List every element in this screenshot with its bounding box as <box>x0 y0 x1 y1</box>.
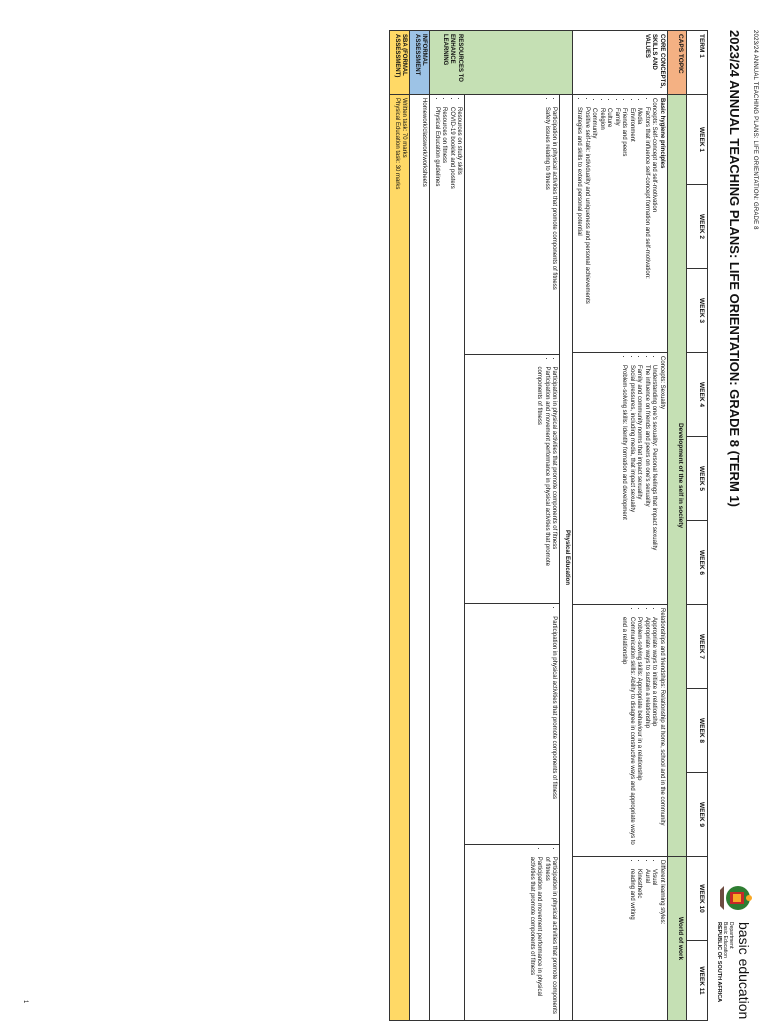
list-item: • Problem-solving skills: Identity formation and development <box>620 365 628 601</box>
running-header: 2023/24 ANNUAL TEACHING PLANS: LIFE ORIENTATION: GRADE 8 <box>752 30 758 230</box>
pe-list <box>550 607 558 841</box>
week-header: WEEK 1 <box>687 95 708 185</box>
list-item: • Media <box>635 108 643 349</box>
resources-row <box>430 31 465 1021</box>
core-weeks-7-9 <box>573 605 668 857</box>
core-line: Concepts: Sexuality <box>659 356 665 410</box>
resources-list <box>433 98 463 1017</box>
caps-topic-self-in-society: Development of the self in society <box>668 95 687 857</box>
list-item: • Social pressures, including media, that impact sexuality <box>628 365 636 601</box>
week-header: WEEK 7 <box>687 605 708 689</box>
week-header-row <box>687 31 708 1021</box>
list-item: • Visual <box>650 869 658 1017</box>
list-item: • Positive self-talk: individuality and uniqueness and personal achievements <box>583 107 591 349</box>
pe-list <box>528 848 558 1017</box>
physical-education-row <box>465 31 573 1021</box>
caps-topic-world-of-work: World of work <box>668 857 687 1021</box>
core-weeks-4-6 <box>573 353 668 605</box>
term-header: TERM 1 <box>687 31 708 95</box>
pe-weeks-10-11 <box>466 844 560 1020</box>
pe-subtable <box>466 95 560 1020</box>
core-list <box>628 860 658 1017</box>
list-item: • Participation and movement performance in physical activities that promote components of fitness <box>535 367 550 601</box>
influence-factors-list <box>590 98 643 349</box>
list-item: • Participation and movement performance in physical activities that promote components of fitness <box>528 857 543 1017</box>
sba-row <box>390 31 410 1021</box>
pe-weeks-7-9 <box>466 604 560 845</box>
list-item: • Culture <box>605 108 613 349</box>
core-list <box>643 98 651 349</box>
list-item: • Participation in physical activities that promote components of fitness <box>550 367 558 601</box>
coat-of-arms-icon <box>718 880 754 916</box>
teaching-plan-table <box>390 30 709 1021</box>
pe-title: Physical Education <box>560 95 573 1020</box>
list-item: • Resources on study skills <box>455 107 463 1017</box>
week-header: WEEK 2 <box>687 185 708 269</box>
caps-topic-label: CAPS TOPIC <box>668 31 687 95</box>
sba-line: Physical Education task: 30 marks <box>394 98 400 190</box>
informal-assessment-cell: Homework/classwork/worksheets <box>410 95 430 1021</box>
week-header: WEEK 6 <box>687 521 708 605</box>
pe-list <box>543 98 558 351</box>
list-item: • Strategies and skills to extend personal potential <box>575 107 583 349</box>
logo-brand-text: basic education <box>736 922 752 1020</box>
list-item: • Aural <box>643 869 651 1017</box>
list-item: • Family and community norms that impact sexuality <box>635 365 643 601</box>
core-line: Different learning styles: <box>659 860 665 925</box>
list-item: • Kinesthetic <box>635 869 643 1017</box>
list-item: • Religion <box>598 108 606 349</box>
sba-line: Written task: 70 marks <box>401 98 408 158</box>
list-item: • Appropriate ways to initiate a relationship <box>650 617 658 853</box>
list-item: • The influence on friends and peers on one's sexuality <box>643 365 651 601</box>
list-item: • COVID-19 booklet and posters <box>448 107 456 1017</box>
core-list <box>620 608 658 853</box>
list-item: • Participation in physical activities that promote components of fitness <box>550 107 558 351</box>
core-heading: Basic hygiene principles <box>659 98 665 169</box>
list-item: • Friends and peers <box>620 108 628 349</box>
week-header: WEEK 9 <box>687 773 708 857</box>
core-list <box>620 356 658 601</box>
logo-dept-line1: Department: <box>728 922 734 950</box>
core-weeks-10-11 <box>573 857 668 1021</box>
pe-list <box>535 358 558 601</box>
week-header: WEEK 11 <box>687 941 708 1021</box>
core-weeks-1-3 <box>573 95 668 353</box>
caps-topic-row <box>668 31 687 1021</box>
list-item: • Appropriate ways to sustain a relationship <box>643 617 651 853</box>
list-item: • Communication skills: Ability to disagree in constructive ways and appropriate ways to end a relationship <box>620 617 635 853</box>
resources-cell <box>430 95 465 1021</box>
pe-block <box>465 95 573 1021</box>
core-concepts-row <box>573 31 668 1021</box>
list-item: • Environment <box>628 108 636 349</box>
list-item: • Resources on fitness <box>440 107 448 1017</box>
list-item: • Safety issues relating to fitness <box>543 107 551 351</box>
pe-label-cell <box>465 31 573 95</box>
week-header: WEEK 4 <box>687 353 708 437</box>
list-item: • Understanding one's sexuality: Personal feelings that impact sexuality <box>650 365 658 601</box>
logo-dept-line2: Basic Education <box>722 922 728 958</box>
list-item: • Factors that influence self-concept formation and self-motivation: <box>643 107 651 349</box>
resources-label: RESOURCES TO ENHANCE LEARNING <box>430 31 465 95</box>
pe-weeks-1-3 <box>466 95 560 354</box>
core-concepts-label: CORE CONCEPTS, SKILLS AND VALUES <box>573 31 668 95</box>
informal-assessment-label: INFORMAL ASSESSMENT <box>410 31 430 95</box>
logo-dept-text <box>722 922 734 958</box>
core-line: Relationships and friendships: Relationship at home, school and in the community <box>659 608 665 826</box>
page-title: 2023/24 ANNUAL TEACHING PLANS: LIFE ORIENTATION: GRADE 8 (TERM 1) <box>727 30 742 507</box>
list-item: • Physical Education guidelines <box>433 107 441 1017</box>
core-list <box>575 98 590 349</box>
logo-country-text: REPUBLIC OF SOUTH AFRICA <box>716 922 722 1003</box>
sba-cell <box>390 95 410 1021</box>
sba-label: SBA (FORMAL ASSESSMENT) <box>390 31 410 95</box>
list-item: • reading and writing <box>628 869 636 1017</box>
page-number: 1 <box>22 1000 28 1004</box>
list-item: • Family <box>613 108 621 349</box>
list-item: • Problem-solving skills: Appropriate behaviour in a relationship <box>635 617 643 853</box>
list-item: • Participation in physical activities that promote components of fitness <box>550 616 558 841</box>
list-item: • Community <box>590 108 598 349</box>
week-header: WEEK 5 <box>687 437 708 521</box>
informal-assessment-row <box>410 31 430 1021</box>
pe-weeks-4-6 <box>466 354 560 604</box>
week-header: WEEK 8 <box>687 689 708 773</box>
list-item: • Participation in physical activities that promote components of fitness <box>543 857 558 1017</box>
core-line: Concepts: Self-concept and self-motivation <box>651 98 658 213</box>
week-header: WEEK 10 <box>687 857 708 941</box>
week-header: WEEK 3 <box>687 269 708 353</box>
